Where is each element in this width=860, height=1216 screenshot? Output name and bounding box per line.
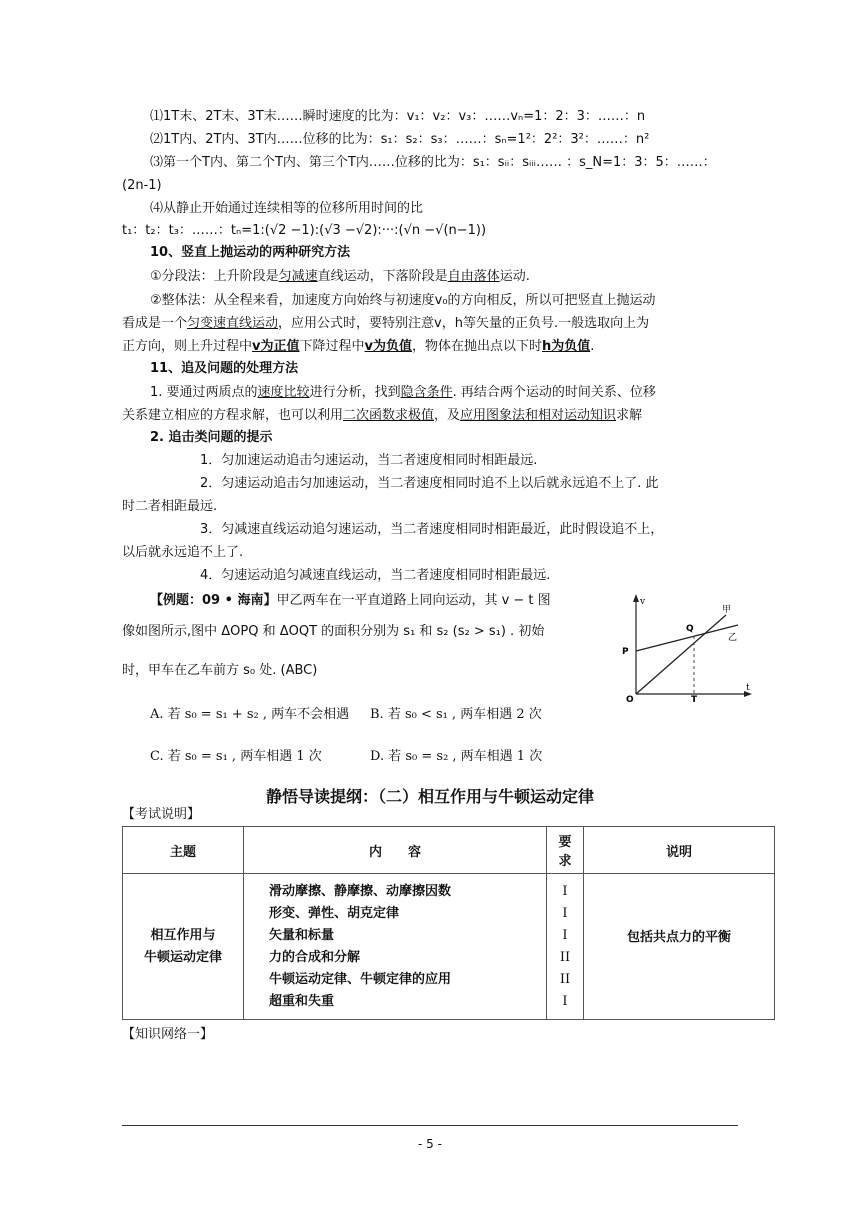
- label-yi: 乙: [728, 633, 738, 643]
- option-c: C. 若 s₀ = s₁ , 两车相遇 1 次: [150, 749, 322, 764]
- footer-divider: [122, 1125, 738, 1126]
- level-item: I: [562, 883, 568, 899]
- section-11-p1b: 关系建立相应的方程求解，也可以利用二次函数求极值，及应用图象法和相对运动知识求解: [122, 408, 643, 423]
- section-10-p2b: 看成是一个匀变速直线运动，应用公式时，要特别注意v，h等矢量的正负号.一般选取向上为: [122, 316, 650, 331]
- ratio-line-3: ⑶第一个T内、第二个T内、第三个T内……位移的比为：s₁：sᵢᵢ：sᵢᵢᵢ…… ：s_N=1：3：5：……：: [150, 155, 716, 170]
- section-10-p2a: ②整体法：从全程来看，加速度方向始终与初速度v₀的方向相反，所以可把竖直上抛运动: [150, 293, 656, 308]
- level-item: I: [562, 993, 568, 1009]
- section-10-p2c: 正方向，则上升过程中v为正值下降过程中v为负值，物体在抛出点以下时h为负值.: [122, 339, 595, 354]
- table-header-row: [123, 827, 775, 874]
- option-a: A. 若 s₀ = s₁ + s₂ , 两车不会相遇: [150, 707, 350, 722]
- tip-4: 4．匀速运动追匀减速直线运动，当二者速度相同时相距最远.: [200, 568, 551, 583]
- content-item: 牛顿运动定律、牛顿定律的应用: [269, 971, 452, 987]
- outline-title: 静悟导读提纲：（二）相互作用与牛顿运动定律: [265, 787, 594, 806]
- exam-note-label: 【考试说明】: [122, 807, 201, 822]
- tip-2-cont: 时二者相距最远.: [122, 499, 218, 514]
- content-cell: [244, 874, 547, 1020]
- content-item: 形变、弹性、胡克定律: [269, 905, 400, 921]
- label-tt: T: [691, 695, 698, 702]
- tip-3: 3．匀减速直线运动追匀速运动，当二者速度相同时相距最近，此时假设追不上，: [200, 522, 664, 537]
- tip-2: 2．匀速运动追击匀加速运动，当二者速度相同时追不上以后就永远追不上了. 此: [200, 476, 659, 491]
- section-11-p1: 1. 要通过两质点的速度比较进行分析，找到隐含条件. 再结合两个运动的时间关系、位移: [150, 385, 656, 400]
- table-row: [123, 874, 775, 1020]
- level-item: I: [562, 927, 568, 943]
- level-item: II: [559, 971, 571, 987]
- label-t: t: [746, 683, 750, 693]
- v-axis-arrow: [633, 594, 639, 602]
- section-10-heading: 10、竖直上抛运动的两种研究方法: [150, 245, 351, 260]
- page-number: - 5 -: [418, 1137, 442, 1151]
- header-note: 说明: [584, 827, 775, 874]
- content-item: 矢量和标量: [269, 927, 335, 943]
- note-cell: 包括共点力的平衡: [584, 874, 775, 1020]
- content-item: 滑动摩擦、静摩擦、动摩擦因数: [269, 883, 452, 899]
- ratio-line-5: t₁：t₂：t₃：……：tₙ=1:(√2 −1):(√3 −√2):···:(√n −√(n−1)): [122, 223, 487, 238]
- ratio-line-3-cont: (2n-1): [122, 178, 162, 193]
- label-p: P: [622, 647, 629, 657]
- vt-graph: [616, 590, 754, 702]
- option-d: D. 若 s₀ = s₂ , 两车相遇 1 次: [370, 749, 543, 764]
- ratio-line-2: ⑵1T内、2T内、3T内……位移的比为：s₁：s₂：s₃：……：sₙ=1²：2²：3²：……：n²: [150, 132, 650, 147]
- example-tag: 【例题：09 • 海南】: [150, 593, 277, 608]
- ratio-line-4: ⑷从静止开始通过连续相等的位移所用时间的比: [150, 201, 424, 216]
- requirements-table: [122, 826, 775, 1020]
- example-question-2: 像如图所示,图中 ΔOPQ 和 ΔOQT 的面积分别为 s₁ 和 s₂ (s₂ > s₁) . 初始: [122, 624, 545, 639]
- example-question-1: 【例题：09 • 海南】甲乙两车在一平直道路上同向运动，其 v − t 图: [150, 593, 551, 608]
- level-cell: [547, 874, 584, 1020]
- header-requirement: 要 求: [547, 827, 584, 874]
- level-item: I: [562, 905, 568, 921]
- content-item: 力的合成和分解: [269, 949, 361, 965]
- topic-cell: 相互作用与 牛顿运动定律: [123, 874, 244, 1020]
- level-item: II: [559, 949, 571, 965]
- tip-3-cont: 以后就永远追不上了.: [122, 545, 244, 560]
- label-o: O: [626, 695, 634, 702]
- section-10-p1: ①分段法：上升阶段是匀减速直线运动，下落阶段是自由落体运动.: [150, 269, 530, 284]
- example-question-3: 时，甲车在乙车前方 s₀ 处. (ABC): [122, 663, 318, 678]
- label-q: Q: [686, 624, 694, 634]
- knowledge-network-label: 【知识网络一】: [122, 1027, 214, 1042]
- label-v: v: [640, 597, 646, 607]
- content-item: 超重和失重: [269, 993, 335, 1009]
- label-jia: 甲: [722, 605, 732, 615]
- header-content: 内 容: [244, 827, 547, 874]
- option-b: B. 若 s₀ < s₁ , 两车相遇 2 次: [370, 707, 542, 722]
- ratio-line-1: ⑴1T末、2T末、3T末……瞬时速度的比为：v₁：v₂：v₃：……vₙ=1：2：3：……：n: [150, 109, 646, 124]
- tip-1: 1．匀加速运动追击匀速运动，当二者速度相同时相距最远.: [200, 453, 538, 468]
- section-11-sub-heading: 2. 追击类问题的提示: [150, 430, 273, 445]
- header-topic: 主题: [123, 827, 244, 874]
- line-jia: [636, 615, 726, 694]
- section-11-heading: 11、追及问题的处理方法: [150, 361, 299, 376]
